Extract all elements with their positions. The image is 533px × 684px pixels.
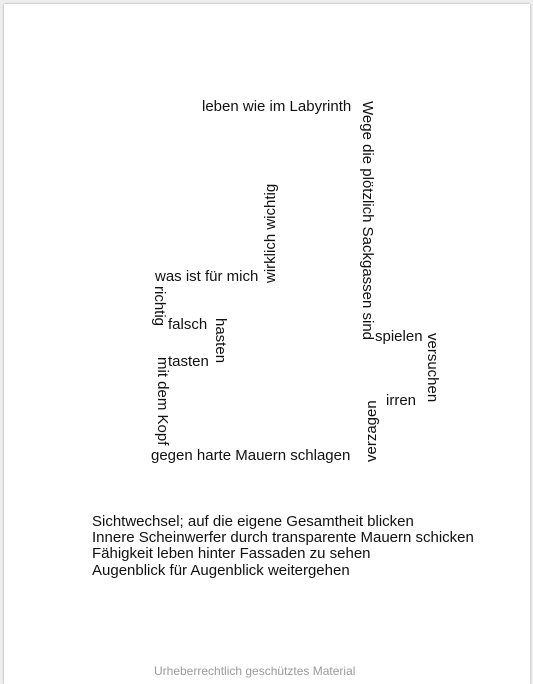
stanza-line-1: Sichtwechsel; auf die eigene Gesamtheit blicken [92, 513, 414, 530]
poem-line-top: leben wie im Labyrinth [202, 98, 352, 115]
poem-line-was-ist: was ist für mich [155, 268, 259, 285]
poem-line-wege: Wege die plötzlich Sackgassen sind [359, 101, 376, 341]
poem-line-wirklich: wirklich wichtig [262, 183, 279, 283]
copyright-footer: Urheberrechtlich geschütztes Material [154, 664, 356, 678]
poem-line-versuchen: versuchen [424, 333, 441, 403]
poem-line-falsch: falsch [168, 316, 208, 333]
poem-line-hasten: hasten [212, 318, 229, 364]
poem-line-spielen: spielen [375, 328, 423, 345]
poem-line-tasten: tasten [168, 353, 209, 370]
poem-line-mauern: gegen harte Mauern schlagen [151, 447, 351, 464]
stanza-line-3: Fähigkeit leben hinter Fassaden zu sehen [92, 545, 371, 562]
poem-line-irren: irren [386, 392, 417, 409]
poem-line-verzagen: verzagen [363, 400, 380, 462]
stanza-line-2: Innere Scheinwerfer durch transparente Mauern schicken [92, 529, 474, 546]
stanza-line-4: Augenblick für Augenblick weitergehen [92, 562, 350, 579]
poem-line-richtig: richtig [151, 286, 168, 327]
poem-line-kopf: mit dem Kopf [154, 357, 171, 446]
